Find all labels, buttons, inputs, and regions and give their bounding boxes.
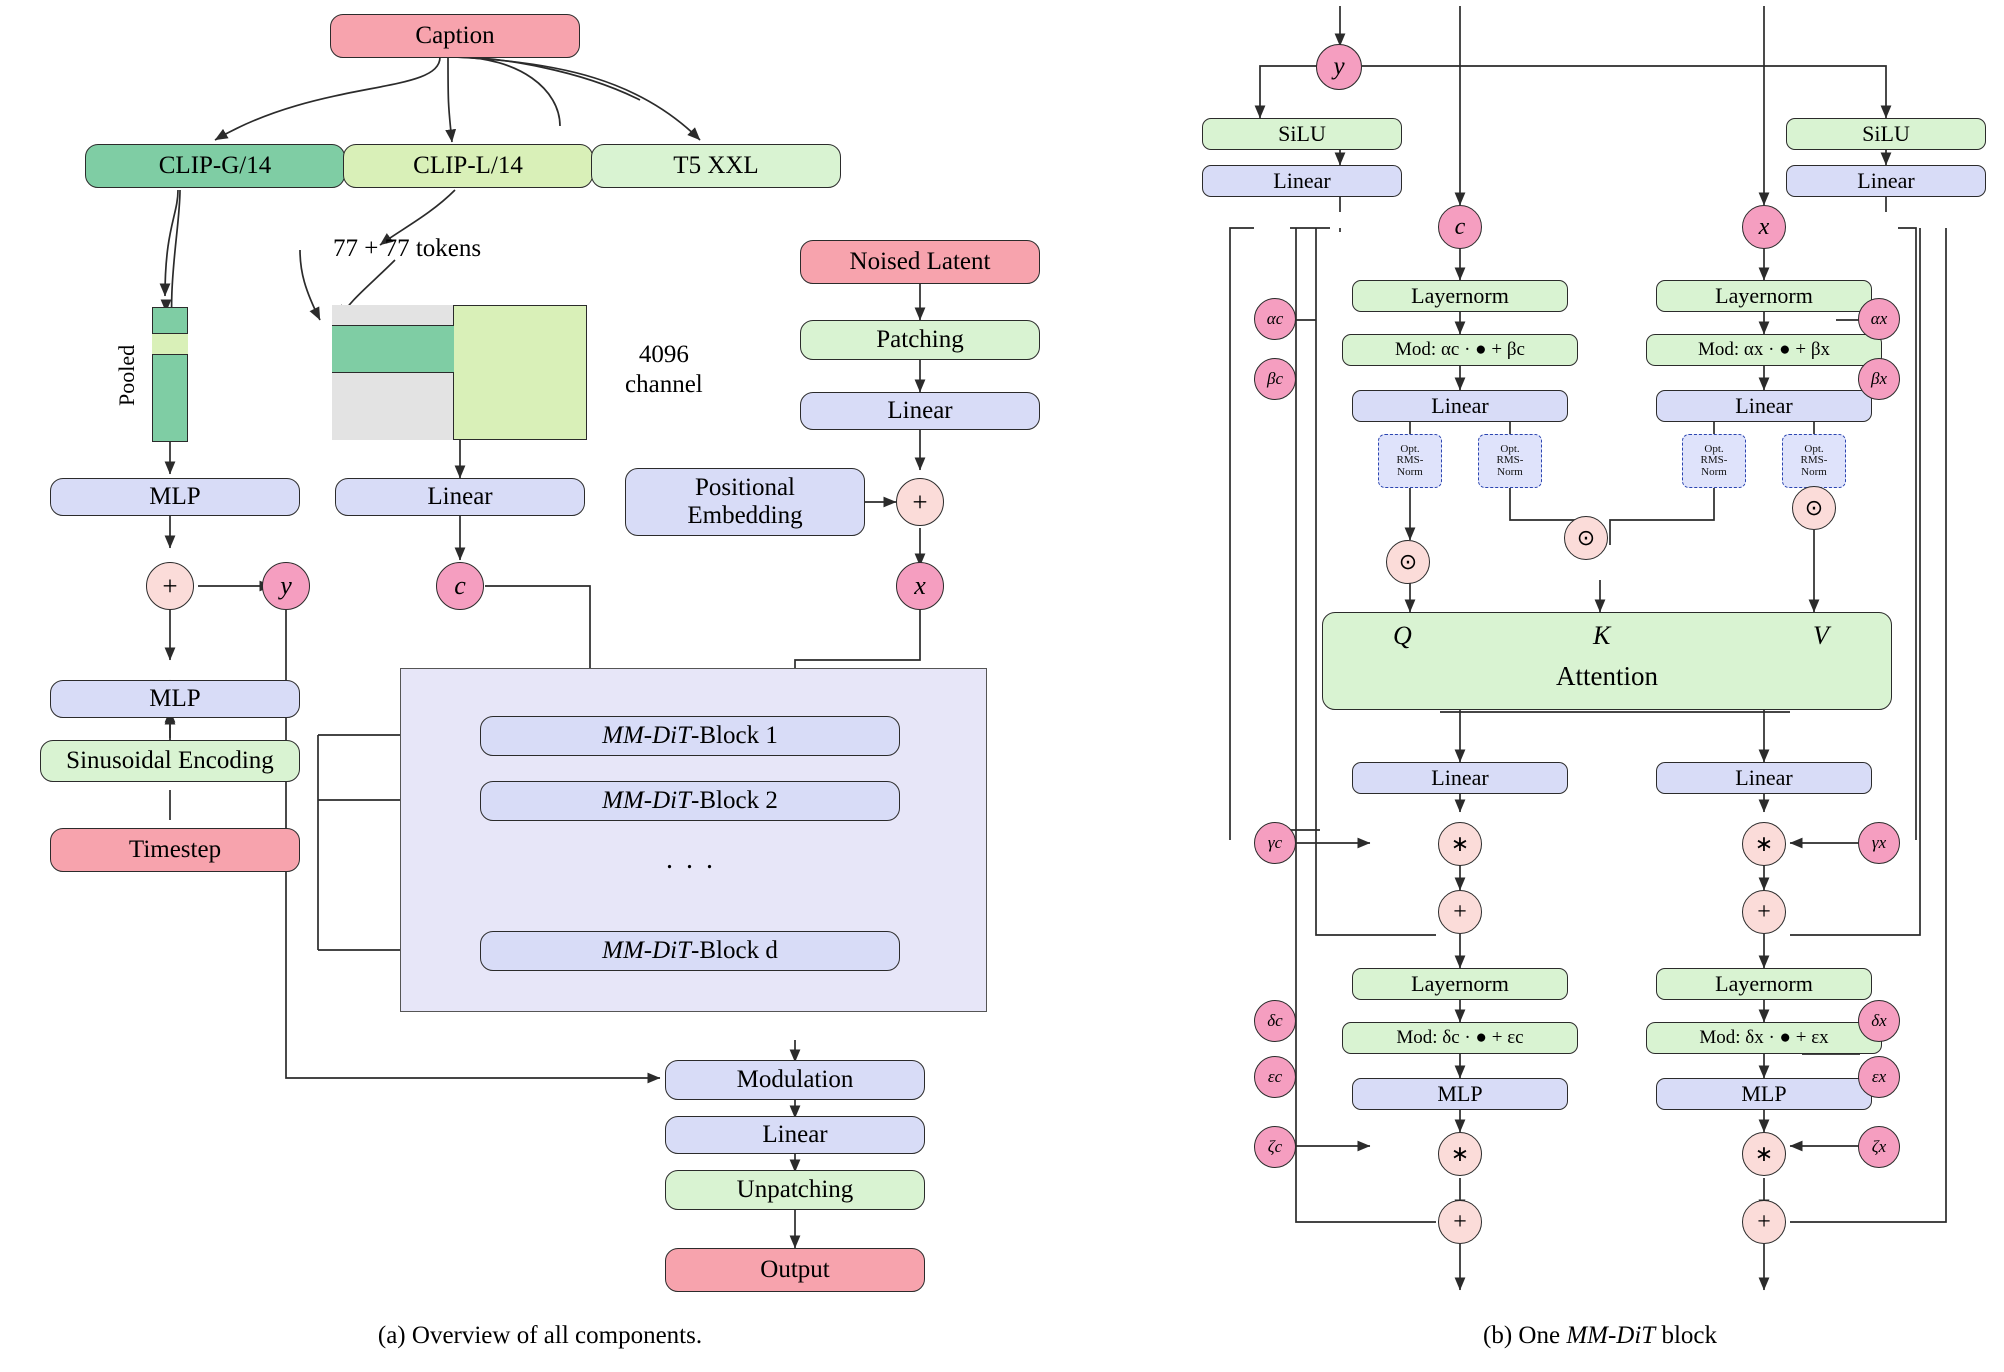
- block-silu-right: SiLU: [1786, 118, 1986, 150]
- block-layernorm-c1: Layernorm: [1352, 280, 1568, 312]
- caption-b-suffix: block: [1655, 1322, 1717, 1349]
- block-linear-c2: Linear: [1352, 762, 1568, 794]
- mmdit-block-1-prefix: MM-DiT: [602, 722, 692, 749]
- block-mod-c1: Mod: αc · ● + βc: [1342, 334, 1578, 366]
- block-mod-x2: Mod: δx · ● + εx: [1646, 1022, 1882, 1054]
- caption-a: (a) Overview of all components.: [377, 1322, 703, 1349]
- param-zeta-x: ζx: [1858, 1126, 1900, 1168]
- op-add-x1: +: [1742, 890, 1786, 934]
- node-t5-xxl: T5 XXL: [591, 144, 841, 188]
- node-linear-out: Linear: [665, 1116, 925, 1154]
- node-output: Output: [665, 1248, 925, 1292]
- channel-label: [625, 340, 703, 399]
- op-concat-v: ⊙: [1792, 486, 1836, 530]
- op-scale-c2: ∗: [1438, 1132, 1482, 1176]
- mmdit-block-2-suffix: -Block 2: [691, 787, 778, 814]
- rmsnorm-x-q-l3: Norm: [1701, 465, 1727, 478]
- block-var-x: x: [1742, 205, 1786, 249]
- rmsnorm-c-k-l3: Norm: [1497, 465, 1523, 478]
- rmsnorm-x-q: [1682, 434, 1746, 488]
- pos-emb-line2: Embedding: [687, 502, 803, 529]
- op-concat-c: ⊙: [1386, 540, 1430, 584]
- caption-b-italic: MM-DiT: [1566, 1322, 1656, 1349]
- mmdit-block-2-prefix: MM-DiT: [602, 787, 692, 814]
- node-caption: Caption: [330, 14, 580, 58]
- op-add-c1: +: [1438, 890, 1482, 934]
- var-y: y: [262, 562, 310, 610]
- node-mlp-1: MLP: [50, 478, 300, 516]
- node-clip-l: CLIP-L/14: [343, 144, 593, 188]
- param-delta-x: δx: [1858, 1000, 1900, 1042]
- pos-emb-line1: Positional: [694, 474, 795, 501]
- pooled-strip: [152, 307, 188, 442]
- node-positional-embedding: [625, 468, 865, 536]
- param-alpha-c: αc: [1254, 298, 1296, 340]
- node-modulation: Modulation: [665, 1060, 925, 1100]
- param-beta-x: βx: [1858, 358, 1900, 400]
- rmsnorm-x-k-l2: RMS-: [1800, 454, 1828, 467]
- op-scale-x1: ∗: [1742, 822, 1786, 866]
- node-noised-latent: Noised Latent: [800, 240, 1040, 284]
- channel-label-line2: channel: [625, 370, 703, 398]
- pooled-label: Pooled: [114, 344, 139, 406]
- rmsnorm-x-k-l3: Norm: [1801, 465, 1827, 478]
- attention-v: V: [1813, 621, 1829, 650]
- node-linear-c: Linear: [335, 478, 585, 516]
- attention-block: [1322, 612, 1892, 710]
- block-mod-c2: Mod: δc · ● + εc: [1342, 1022, 1578, 1054]
- pooled-strip-highlight: [152, 333, 188, 355]
- param-delta-c: δc: [1254, 1000, 1296, 1042]
- param-beta-c: βc: [1254, 358, 1296, 400]
- block-layernorm-c2: Layernorm: [1352, 968, 1568, 1000]
- node-linear-x: Linear: [800, 392, 1040, 430]
- mmdit-block-d-prefix: MM-DiT: [602, 937, 692, 964]
- block-silu-left: SiLU: [1202, 118, 1402, 150]
- block-layernorm-x2: Layernorm: [1656, 968, 1872, 1000]
- mmdit-block-2: [480, 781, 900, 821]
- op-plus-latent: +: [896, 478, 944, 526]
- caption-b: [1250, 1322, 1950, 1350]
- block-linear-x2: Linear: [1656, 762, 1872, 794]
- block-var-y: y: [1316, 44, 1362, 90]
- op-concat-k: ⊙: [1564, 516, 1608, 560]
- node-unpatching: Unpatching: [665, 1170, 925, 1210]
- channel-label-line1: 4096: [638, 341, 689, 368]
- block-mod-x1: Mod: αx · ● + βx: [1646, 334, 1882, 366]
- param-zeta-c: ζc: [1254, 1126, 1296, 1168]
- node-clip-g: CLIP-G/14: [85, 144, 345, 188]
- block-linear-x1: Linear: [1656, 390, 1872, 422]
- block-layernorm-x1: Layernorm: [1656, 280, 1872, 312]
- blocks-ellipsis: . . .: [666, 844, 716, 875]
- mmdit-block-d-suffix: -Block d: [691, 937, 778, 964]
- mmdit-block-1: [480, 716, 900, 756]
- block-linear-c1: Linear: [1352, 390, 1568, 422]
- rmsnorm-c-k-l1: Opt.: [1500, 442, 1520, 455]
- mmdit-block-1-suffix: -Block 1: [691, 722, 778, 749]
- node-mlp-2: MLP: [50, 680, 300, 718]
- attention-q: Q: [1393, 621, 1412, 650]
- rmsnorm-x-q-l2: RMS-: [1700, 454, 1728, 467]
- rmsnorm-c-q-l1: Opt.: [1400, 442, 1420, 455]
- block-linear-mod-right: Linear: [1786, 165, 1986, 197]
- node-timestep: Timestep: [50, 828, 300, 872]
- rmsnorm-c-k-l2: RMS-: [1496, 454, 1524, 467]
- block-mlp-c: MLP: [1352, 1078, 1568, 1110]
- tokens-label: 77 + 77 tokens: [333, 235, 482, 262]
- attention-title: Attention: [1556, 661, 1658, 691]
- rmsnorm-x-q-l1: Opt.: [1704, 442, 1724, 455]
- block-mlp-x: MLP: [1656, 1078, 1872, 1110]
- op-scale-c1: ∗: [1438, 822, 1482, 866]
- attention-k: K: [1593, 621, 1611, 650]
- mmdit-block-d: [480, 931, 900, 971]
- rmsnorm-x-k: [1782, 434, 1846, 488]
- param-gamma-c: γc: [1254, 822, 1296, 864]
- op-add-c2: +: [1438, 1200, 1482, 1244]
- block-linear-mod-left: Linear: [1202, 165, 1402, 197]
- param-gamma-x: γx: [1858, 822, 1900, 864]
- rmsnorm-x-k-l1: Opt.: [1804, 442, 1824, 455]
- var-x: x: [896, 562, 944, 610]
- rmsnorm-c-q-l2: RMS-: [1396, 454, 1424, 467]
- caption-b-prefix: (b) One: [1483, 1322, 1567, 1349]
- param-epsilon-x: εx: [1858, 1056, 1900, 1098]
- param-epsilon-c: εc: [1254, 1056, 1296, 1098]
- node-sinusoidal-encoding: Sinusoidal Encoding: [40, 740, 300, 782]
- token-grid-clip-band: [332, 325, 454, 373]
- rmsnorm-c-q: [1378, 434, 1442, 488]
- op-add-x2: +: [1742, 1200, 1786, 1244]
- rmsnorm-c-q-l3: Norm: [1397, 465, 1423, 478]
- param-alpha-x: αx: [1858, 298, 1900, 340]
- var-c: c: [436, 562, 484, 610]
- rmsnorm-c-k: [1478, 434, 1542, 488]
- node-patching: Patching: [800, 320, 1040, 360]
- op-plus-pooled: +: [146, 562, 194, 610]
- block-var-c: c: [1438, 205, 1482, 249]
- op-scale-x2: ∗: [1742, 1132, 1786, 1176]
